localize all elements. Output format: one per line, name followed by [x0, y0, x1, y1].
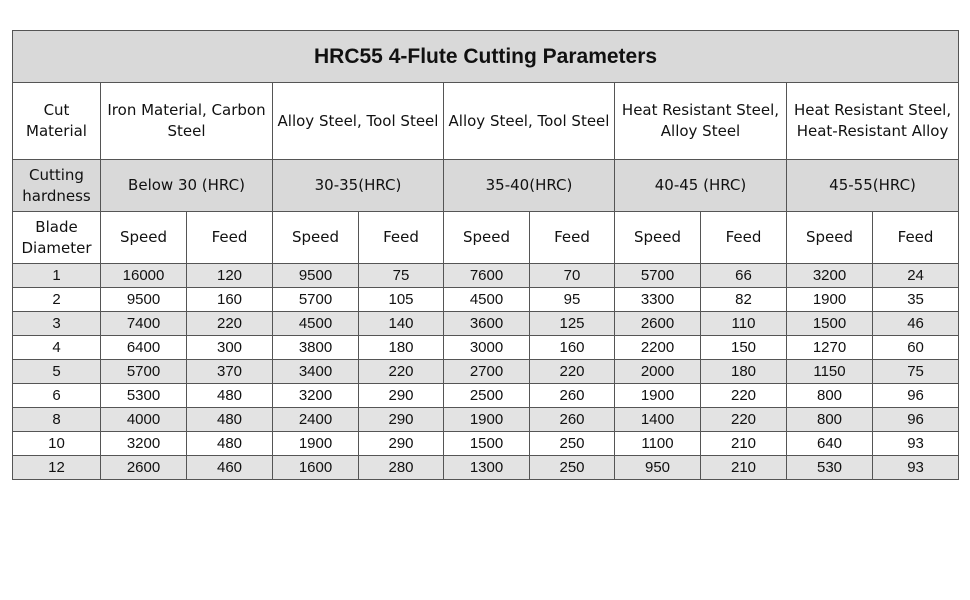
feed-cell: 180 [359, 336, 444, 360]
speed-cell: 1300 [444, 456, 530, 480]
feed-cell: 105 [359, 288, 444, 312]
feed-cell: 95 [530, 288, 615, 312]
cutting-hardness-label: Cutting hardness [13, 160, 101, 212]
speed-cell: 2500 [444, 384, 530, 408]
feed-cell: 220 [530, 360, 615, 384]
material-header: Heat Resistant Steel, Alloy Steel [615, 83, 787, 160]
speed-cell: 2600 [615, 312, 701, 336]
feed-cell: 120 [187, 264, 273, 288]
blade-diameter-cell: 8 [13, 408, 101, 432]
speed-cell: 1500 [444, 432, 530, 456]
speed-cell: 950 [615, 456, 701, 480]
speed-cell: 3200 [273, 384, 359, 408]
cutting-hardness-row [13, 160, 959, 212]
speed-cell: 1400 [615, 408, 701, 432]
feed-cell: 96 [873, 384, 959, 408]
speed-cell: 2700 [444, 360, 530, 384]
feed-cell: 66 [701, 264, 787, 288]
material-header: Heat Resistant Steel, Heat-Resistant Alloy [787, 83, 959, 160]
speed-cell: 2600 [101, 456, 187, 480]
feed-cell: 24 [873, 264, 959, 288]
table-row [13, 336, 959, 360]
blade-diameter-cell: 10 [13, 432, 101, 456]
feed-cell: 96 [873, 408, 959, 432]
blade-diameter-cell: 2 [13, 288, 101, 312]
speed-cell: 2400 [273, 408, 359, 432]
speed-cell: 2200 [615, 336, 701, 360]
feed-cell: 210 [701, 456, 787, 480]
speed-cell: 5700 [615, 264, 701, 288]
speed-cell: 3300 [615, 288, 701, 312]
speed-header: Speed [787, 212, 873, 264]
speed-cell: 1900 [273, 432, 359, 456]
feed-cell: 300 [187, 336, 273, 360]
speed-cell: 5700 [101, 360, 187, 384]
feed-cell: 160 [530, 336, 615, 360]
parameters-table-container [12, 30, 958, 480]
speed-cell: 7400 [101, 312, 187, 336]
speed-cell: 1150 [787, 360, 873, 384]
hardness-header: 45-55(HRC) [787, 160, 959, 212]
speed-cell: 3800 [273, 336, 359, 360]
speed-cell: 9500 [101, 288, 187, 312]
feed-cell: 60 [873, 336, 959, 360]
feed-cell: 220 [701, 408, 787, 432]
speed-cell: 1900 [444, 408, 530, 432]
blade-diameter-cell: 5 [13, 360, 101, 384]
speed-cell: 4500 [444, 288, 530, 312]
speed-cell: 530 [787, 456, 873, 480]
feed-header: Feed [701, 212, 787, 264]
feed-cell: 480 [187, 384, 273, 408]
table-row [13, 360, 959, 384]
feed-cell: 160 [187, 288, 273, 312]
feed-cell: 93 [873, 456, 959, 480]
feed-header: Feed [359, 212, 444, 264]
speed-cell: 640 [787, 432, 873, 456]
data-rows [13, 264, 959, 480]
blade-diameter-cell: 1 [13, 264, 101, 288]
feed-cell: 280 [359, 456, 444, 480]
table-row [13, 264, 959, 288]
speed-cell: 3200 [101, 432, 187, 456]
table-row [13, 432, 959, 456]
blade-diameter-cell: 12 [13, 456, 101, 480]
speed-cell: 3200 [787, 264, 873, 288]
feed-cell: 480 [187, 408, 273, 432]
hardness-header: Below 30 (HRC) [101, 160, 273, 212]
blade-diameter-label: Blade Diameter [13, 212, 101, 264]
speed-cell: 800 [787, 408, 873, 432]
feed-cell: 250 [530, 432, 615, 456]
speed-header: Speed [444, 212, 530, 264]
speed-cell: 3000 [444, 336, 530, 360]
blade-diameter-row [13, 212, 959, 264]
feed-cell: 70 [530, 264, 615, 288]
speed-cell: 3600 [444, 312, 530, 336]
speed-cell: 1100 [615, 432, 701, 456]
feed-cell: 460 [187, 456, 273, 480]
feed-cell: 260 [530, 384, 615, 408]
material-header: Alloy Steel, Tool Steel [273, 83, 444, 160]
feed-cell: 75 [873, 360, 959, 384]
table-row [13, 288, 959, 312]
speed-cell: 4000 [101, 408, 187, 432]
speed-cell: 800 [787, 384, 873, 408]
hardness-header: 35-40(HRC) [444, 160, 615, 212]
speed-cell: 2000 [615, 360, 701, 384]
feed-cell: 370 [187, 360, 273, 384]
speed-cell: 5700 [273, 288, 359, 312]
feed-header: Feed [187, 212, 273, 264]
blade-diameter-cell: 4 [13, 336, 101, 360]
table-row [13, 312, 959, 336]
cut-material-row [13, 83, 959, 160]
feed-cell: 82 [701, 288, 787, 312]
material-header: Iron Material, Carbon Steel [101, 83, 273, 160]
feed-cell: 46 [873, 312, 959, 336]
feed-cell: 110 [701, 312, 787, 336]
table-title: HRC55 4-Flute Cutting Parameters [13, 31, 959, 83]
feed-cell: 290 [359, 384, 444, 408]
speed-cell: 16000 [101, 264, 187, 288]
feed-cell: 220 [359, 360, 444, 384]
table-row [13, 456, 959, 480]
cutting-parameters-table [12, 30, 959, 480]
feed-header: Feed [530, 212, 615, 264]
blade-diameter-cell: 3 [13, 312, 101, 336]
speed-cell: 1900 [615, 384, 701, 408]
blade-diameter-cell: 6 [13, 384, 101, 408]
feed-cell: 480 [187, 432, 273, 456]
feed-cell: 290 [359, 432, 444, 456]
speed-cell: 3400 [273, 360, 359, 384]
speed-cell: 4500 [273, 312, 359, 336]
table-row [13, 408, 959, 432]
feed-cell: 290 [359, 408, 444, 432]
speed-cell: 1900 [787, 288, 873, 312]
feed-cell: 250 [530, 456, 615, 480]
speed-cell: 5300 [101, 384, 187, 408]
hardness-header: 40-45 (HRC) [615, 160, 787, 212]
feed-cell: 180 [701, 360, 787, 384]
feed-cell: 150 [701, 336, 787, 360]
speed-cell: 1270 [787, 336, 873, 360]
title-row [13, 31, 959, 83]
speed-header: Speed [615, 212, 701, 264]
speed-cell: 1600 [273, 456, 359, 480]
feed-cell: 75 [359, 264, 444, 288]
speed-cell: 6400 [101, 336, 187, 360]
feed-cell: 35 [873, 288, 959, 312]
feed-cell: 125 [530, 312, 615, 336]
feed-cell: 220 [187, 312, 273, 336]
feed-cell: 140 [359, 312, 444, 336]
feed-cell: 93 [873, 432, 959, 456]
speed-header: Speed [273, 212, 359, 264]
feed-cell: 260 [530, 408, 615, 432]
speed-header: Speed [101, 212, 187, 264]
speed-cell: 7600 [444, 264, 530, 288]
material-header: Alloy Steel, Tool Steel [444, 83, 615, 160]
cut-material-label: Cut Material [13, 83, 101, 160]
speed-cell: 1500 [787, 312, 873, 336]
table-row [13, 384, 959, 408]
hardness-header: 30-35(HRC) [273, 160, 444, 212]
feed-cell: 220 [701, 384, 787, 408]
feed-cell: 210 [701, 432, 787, 456]
feed-header: Feed [873, 212, 959, 264]
speed-cell: 9500 [273, 264, 359, 288]
